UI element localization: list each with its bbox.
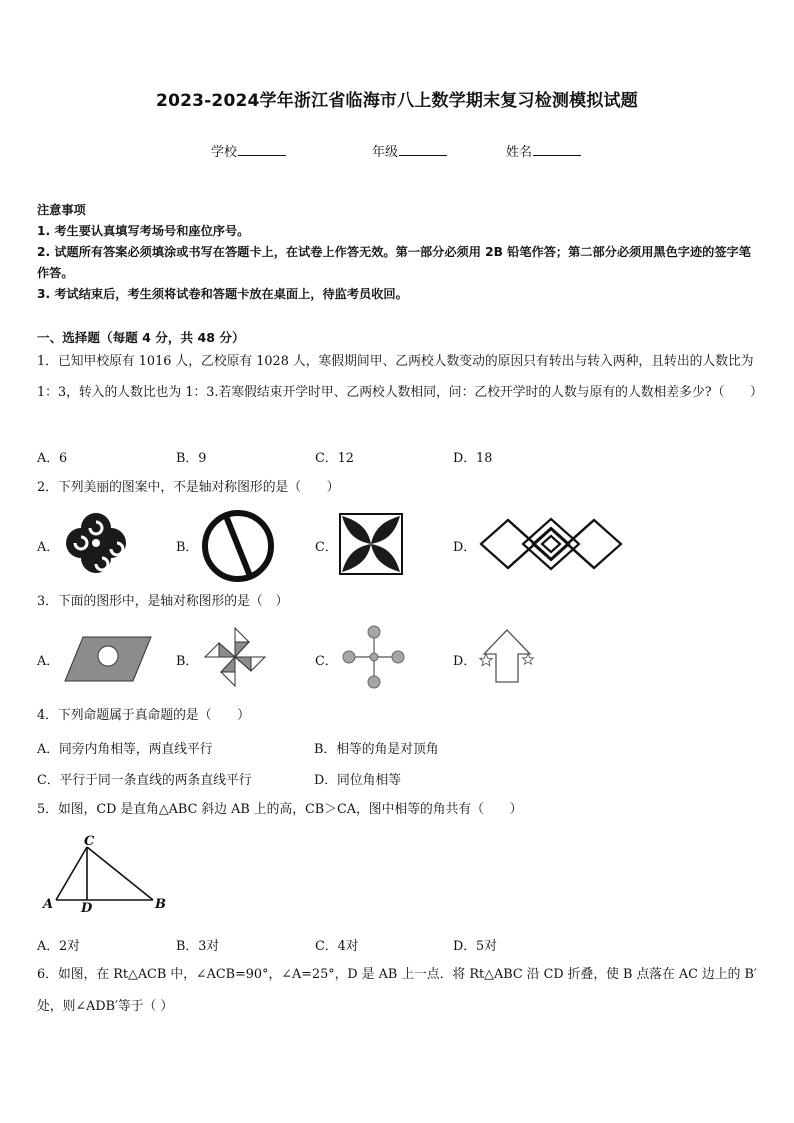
name-field	[506, 141, 581, 160]
q4-option-d: D．同位角相等	[314, 773, 402, 788]
question-1-text: 1．已知甲校原有 1016 人，乙校原有 1028 人，寒假期间甲、乙两校人数变动的原因只有转出与转入两种，且转出的人数比为 1：3，转入的人数比也为 1：3.若寒假结束开学时甲、乙两校人数相同，问：乙校开学时的人数与原有的人数相差多少?（ ）	[37, 354, 763, 400]
notice-item-3: 3. 考试结束后，考生须将试卷和答题卡放在桌面上，待监考员收回。	[37, 287, 408, 301]
q5-label-b: B	[155, 897, 166, 912]
name-label: 姓名	[506, 145, 533, 160]
section-heading: 一、选择题（每题 4 分，共 48 分）	[37, 330, 245, 345]
question-3-text: 3．下面的图形中，是轴对称图形的是（ ）	[37, 594, 289, 609]
q3-label-a: A．	[37, 654, 60, 669]
question-6-line-2: 处，则∠ADB′等于（ ）	[37, 999, 174, 1014]
q1-option-d: D．18	[453, 451, 493, 466]
q5-label-c: C	[84, 834, 95, 849]
question-4-text: 4．下列命题属于真命题的是（ ）	[37, 708, 250, 723]
q3-label-b: B．	[176, 654, 199, 669]
q2-label-c: C．	[315, 540, 338, 555]
question-2-text: 2．下列美丽的图案中，不是轴对称图形的是（ ）	[37, 480, 340, 495]
q1-option-b: B．9	[176, 451, 207, 466]
question-5-text: 5．如图，CD 是直角△ABC 斜边 AB 上的高，CB＞CA，图中相等的角共有（ ）	[37, 802, 523, 817]
q2-label-a: A．	[37, 540, 60, 555]
q5-option-c: C．4对	[315, 939, 359, 954]
q2-label-b: B．	[176, 540, 199, 555]
q5-label-a: A	[43, 897, 54, 912]
page-title: 2023-2024学年浙江省临海市八上数学期末复习检测模拟试题	[156, 91, 638, 111]
school-label: 学校	[211, 145, 238, 160]
q2-pattern-a-icon	[65, 512, 127, 574]
q4-option-c: C．平行于同一条直线的两条直线平行	[37, 773, 252, 788]
notice-item-2: 2. 试题所有答案必须填涂或书写在答题卡上，在试卷上作答无效。第一部分必须用 2B 铅笔作答；第二部分必须用黑色字迹的签字笔作答。	[37, 245, 751, 280]
grade-blank	[399, 143, 447, 156]
q3-pinwheel-b-icon	[203, 626, 267, 688]
notice-item-1: 1. 考生要认真填写考场号和座位序号。	[37, 224, 250, 238]
q2-label-d: D．	[453, 540, 477, 555]
notice-block	[37, 200, 757, 305]
grade-label: 年级	[372, 145, 399, 160]
q5-label-d: D	[81, 901, 93, 916]
q1-option-c: C．12	[315, 451, 354, 466]
q3-label-c: C．	[315, 654, 338, 669]
question-6-line-1: 6．如图，在 Rt△ACB 中，∠ACB=90°，∠A=25°，D 是 AB 上一点．将 Rt△ABC 沿 CD 折叠，使 B 点落在 AC 边上的 B′	[37, 967, 757, 982]
q5-option-a: A．2对	[37, 939, 80, 954]
q4-option-a: A．同旁内角相等，两直线平行	[37, 742, 213, 757]
q2-pattern-d-icon	[478, 515, 624, 573]
q3-arrow-d-icon	[478, 628, 536, 684]
school-blank	[238, 143, 286, 156]
name-blank	[533, 143, 581, 156]
q2-pattern-c-icon	[339, 513, 403, 575]
q3-label-d: D．	[453, 654, 477, 669]
notice-heading: 注意事项	[37, 203, 86, 217]
school-field	[211, 141, 286, 160]
q3-bead-cross-c-icon	[340, 625, 408, 689]
q1-option-a: A．6	[37, 451, 68, 466]
q3-shape-a-icon	[63, 636, 153, 682]
grade-field	[372, 141, 447, 160]
q5-option-b: B．3对	[176, 939, 220, 954]
q5-option-d: D．5对	[453, 939, 497, 954]
q5-triangle-figure	[40, 834, 170, 916]
q4-option-b: B．相等的角是对顶角	[314, 742, 439, 757]
q2-pattern-b-icon	[200, 510, 276, 582]
